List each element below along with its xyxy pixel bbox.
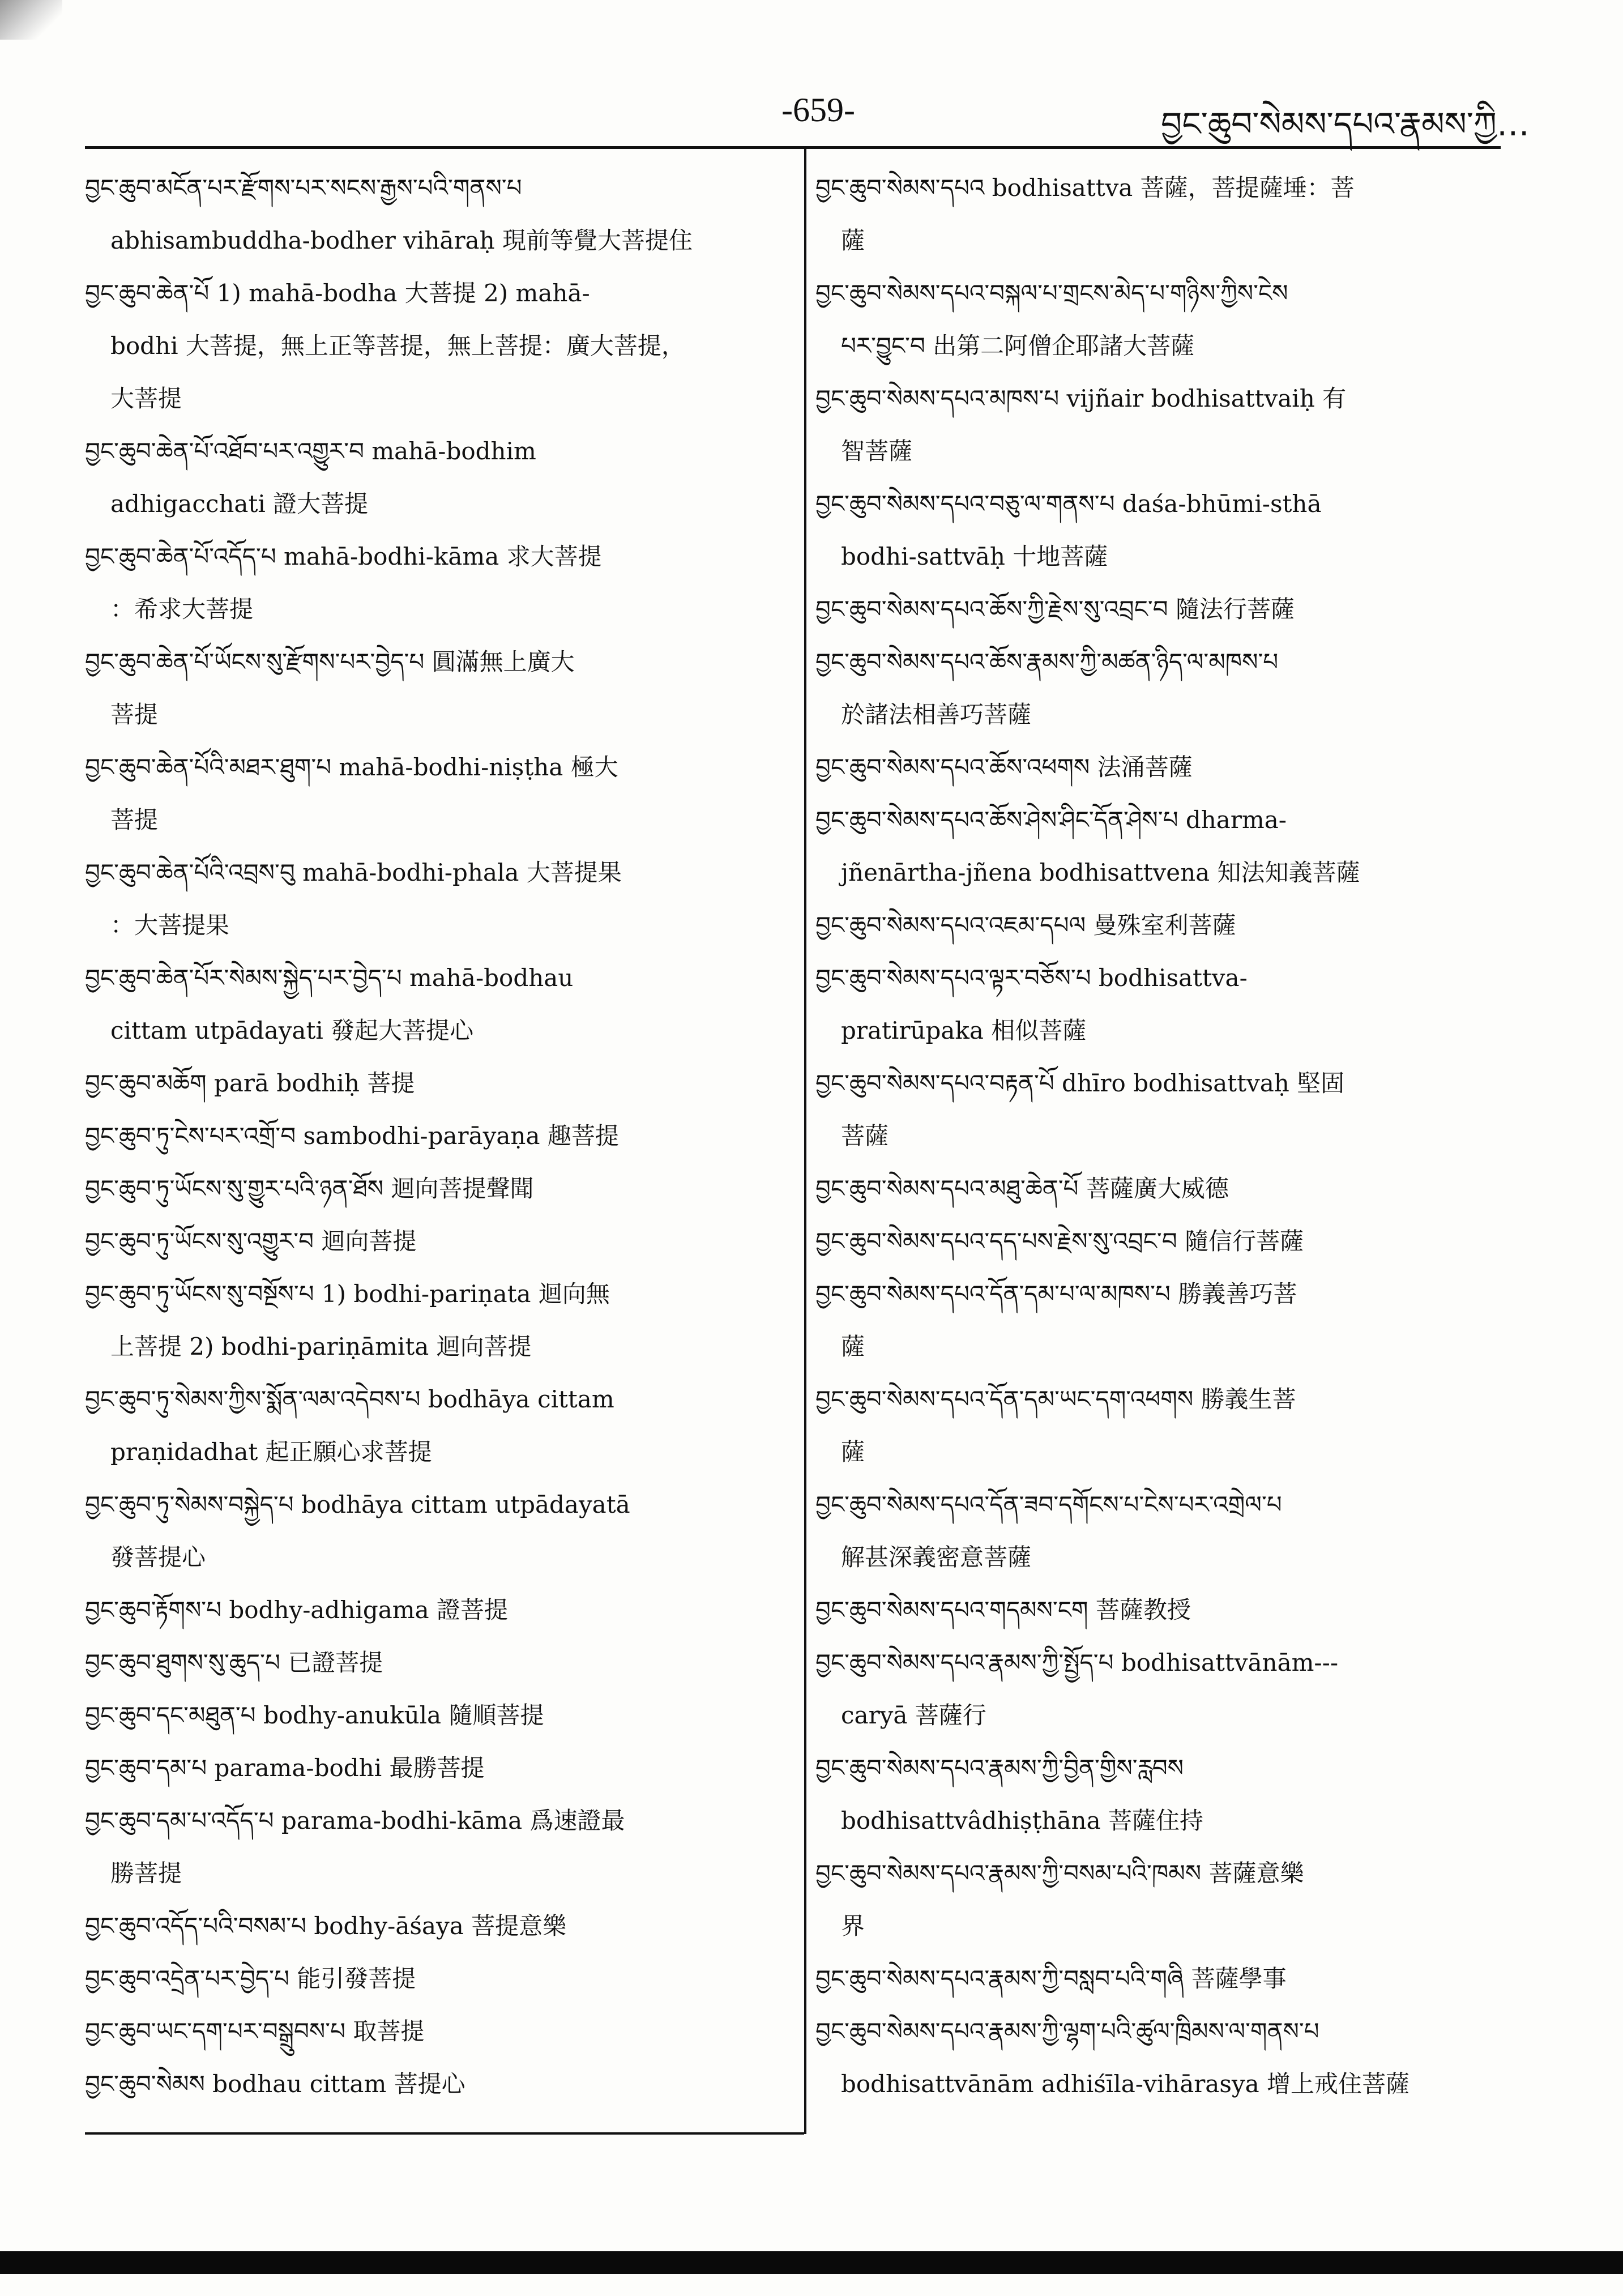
entry-headword-line: བྱང་ཆུབ་སེམས་དཔའ་ལྟར་བཅོས་པ bodhisattva- (815, 964, 1248, 992)
header-rule (85, 146, 1501, 149)
dictionary-entry (85, 425, 793, 530)
entry-continuation-line: ：大菩提果 (110, 911, 230, 939)
right-column (815, 161, 1523, 2110)
dictionary-entry (85, 1952, 793, 2005)
entry-headword-line: བྱང་ཆུབ་སེམས་དཔའ་དོན་ཟབ་དགོངས་པ་ངེས་པར་འགྲེལ་པ (815, 1491, 1282, 1518)
entry-headword-line: བྱང་ཆུབ་ཆེན་པོ་འཐོབ་པར་འགྱུར་བ mahā-bodhim (85, 437, 536, 465)
entry-headword-line: བྱང་ཆུབ་སེམས་དཔའ་དོན་དམ་པ་ལ་མཁས་པ 勝義善巧菩 (815, 1280, 1297, 1308)
entry-headword-line: བྱང་ཆུབ་ཆེན་པོ 1) mahā-bodha 大菩提 2) mahā- (85, 279, 590, 307)
dictionary-entry (815, 1057, 1523, 1162)
dictionary-entry (85, 1478, 793, 1584)
page-number: -659- (781, 91, 855, 129)
dictionary-entry (815, 1373, 1523, 1478)
entry-headword-line: བྱང་ཆུབ་རྟོགས་པ bodhy-adhigama 證菩提 (85, 1596, 508, 1624)
entry-continuation-line: bodhisattvâdhiṣṭhāna 菩薩住持 (841, 1807, 1203, 1834)
entry-headword-line: བྱང་ཆུབ་ཆེན་པོ་ཡོངས་སུ་རྫོགས་པར་བྱེད་པ 圓滿無上廣大 (85, 648, 575, 676)
entry-headword-line: བྱང་ཆུབ་སེམས་དཔའ་རྣམས་ཀྱི་བསམ་པའི་ཁམས 菩薩意樂 (815, 1859, 1304, 1887)
dictionary-entry (85, 1900, 793, 1952)
entry-continuation-line: praṇidadhat 起正願心求菩提 (110, 1438, 432, 1466)
dictionary-entry (85, 1584, 793, 1636)
dictionary-entry (85, 1215, 793, 1268)
dictionary-entry (85, 1742, 793, 1794)
entry-continuation-line: caryā 菩薩行 (841, 1701, 986, 1729)
dictionary-entry (815, 635, 1523, 741)
entry-continuation-line: pratirūpaka 相似菩薩 (841, 1017, 1087, 1044)
entry-headword-line: བྱང་ཆུབ་སེམས་དཔའ་འཇམ་དཔལ 曼殊室利菩薩 (815, 911, 1236, 939)
entry-headword-line: བྱང་ཆུབ་སེམས་དཔའ་རྣམས་ཀྱི་བསླབ་པའི་གཞི 菩薩學事 (815, 1965, 1287, 1992)
dictionary-entry (815, 1268, 1523, 1373)
entry-continuation-line: པར་བྱུང་བ 出第二阿僧企耶諸大菩薩 (841, 332, 1195, 360)
dictionary-entry (85, 1636, 793, 1689)
dictionary-entry (85, 1794, 793, 1900)
dictionary-entry (815, 1952, 1523, 2005)
dictionary-entry (815, 1742, 1523, 1847)
entry-headword-line: བྱང་ཆུབ་ཏུ་ཡོངས་སུ་གྱུར་པའི་ཉན་ཐོས 迴向菩提聲聞 (85, 1175, 534, 1202)
dictionary-entry (815, 1847, 1523, 1952)
entry-headword-line: བྱང་ཆུབ་སེམས་དཔའ་ཆོས་ཤེས་ཤིང་དོན་ཤེས་པ dharma- (815, 806, 1287, 834)
entry-headword-line: བྱང་ཆུབ་འདྲེན་པར་བྱེད་པ 能引發菩提 (85, 1965, 416, 1992)
entry-headword-line: བྱང་ཆུབ་མངོན་པར་རྫོགས་པར་སངས་རྒྱས་པའི་གནས་པ (85, 174, 522, 202)
entry-headword-line: བྱང་ཆུབ་སེམས་དཔའ་གདམས་ངག 菩薩教授 (815, 1596, 1191, 1624)
dictionary-entry (815, 951, 1523, 1057)
entry-continuation-line: bodhisattvānām adhiśīla-vihārasya 增上戒住菩薩 (841, 2070, 1410, 2098)
running-head: བྱང་ཆུབ་སེམས་དཔའ་རྣམས་ཀྱི… (1161, 105, 1530, 143)
entry-continuation-line: 發菩提心 (110, 1543, 206, 1571)
entry-headword-line: བྱང་ཆུབ་སེམས་དཔའ་བསྐལ་པ་གྲངས་མེད་པ་གཉིས་ཀྱིས་ངེས (815, 279, 1288, 307)
dictionary-entry (815, 741, 1523, 793)
entry-headword-line: བྱང་ཆུབ་ཏུ་ཡོངས་སུ་བསྔོས་པ 1) bodhi-pariṇata 迴向無 (85, 1280, 610, 1308)
dictionary-entry (815, 477, 1523, 583)
entry-continuation-line: 智菩薩 (841, 437, 913, 465)
entry-continuation-line: 薩 (841, 1333, 865, 1360)
left-column (85, 161, 793, 2110)
entry-continuation-line: 解甚深義密意菩薩 (841, 1543, 1032, 1571)
dictionary-entry (85, 2005, 793, 2058)
dictionary-entry (815, 372, 1523, 477)
entry-continuation-line: 於諸法相善巧菩薩 (841, 701, 1032, 728)
entry-headword-line: བྱང་ཆུབ་སེམས་དཔའ་རྣམས་ཀྱི་ལྷག་པའི་ཚུལ་ཁྲིམས་ལ་གནས་པ (815, 2017, 1319, 2045)
dictionary-entry (85, 530, 793, 635)
entry-headword-line: བྱང་ཆུབ་སེམས bodhau cittam 菩提心 (85, 2070, 465, 2098)
entry-headword-line: བྱང་ཆུབ་སེམས་དཔའ་དད་པས་རྗེས་སུ་འབྲང་བ 隨信行菩薩 (815, 1227, 1304, 1255)
dictionary-entry (85, 1109, 793, 1162)
dictionary-entry (815, 899, 1523, 951)
dictionary-entry (85, 267, 793, 425)
scan-artifact-corner (0, 0, 62, 40)
entry-headword-line: བྱང་ཆུབ་ཏུ་སེམས་བསྐྱེད་པ bodhāya cittam utpādayatā (85, 1491, 630, 1518)
entry-continuation-line: 菩提 (110, 701, 159, 728)
entry-continuation-line: ：希求大菩提 (110, 595, 254, 623)
dictionary-entry (815, 583, 1523, 635)
dictionary-entry (85, 951, 793, 1057)
dictionary-entry (85, 1162, 793, 1215)
dictionary-entry (85, 846, 793, 951)
entry-headword-line: བྱང་ཆུབ་ཏུ་སེམས་ཀྱིས་སྨོན་ལམ་འདེབས་པ bodhāya cittam (85, 1385, 614, 1413)
entry-headword-line: བྱང་ཆུབ་སེམས་དཔའ bodhisattva 菩薩，菩提薩埵：菩 (815, 174, 1355, 202)
entry-continuation-line: 上菩提 2) bodhi-pariṇāmita 迴向菩提 (110, 1333, 532, 1360)
entry-headword-line: བྱང་ཆུབ་ཆེན་པོའི་འབྲས་བུ mahā-bodhi-phala 大菩提果 (85, 859, 622, 886)
dictionary-entry (85, 2058, 793, 2110)
dictionary-entry (85, 1373, 793, 1478)
dictionary-entry (815, 1215, 1523, 1268)
entry-continuation-line: 薩 (841, 227, 865, 254)
entry-continuation-line: abhisambuddha-bodher vihāraḥ 現前等覺大菩提住 (110, 227, 693, 254)
entry-headword-line: བྱང་ཆུབ་སེམས་དཔའ་བཅུ་ལ་གནས་པ daśa-bhūmi-sthā (815, 490, 1322, 518)
dictionary-entry (815, 2005, 1523, 2110)
dictionary-entry (815, 1584, 1523, 1636)
entry-headword-line: བྱང་ཆུབ་དམ་པ parama-bodhi 最勝菩提 (85, 1754, 485, 1782)
entry-headword-line: བྱང་ཆུབ་སེམས་དཔའ་མཐུ་ཆེན་པོ 菩薩廣大威德 (815, 1175, 1229, 1202)
entry-headword-line: བྱང་ཆུབ་ཡང་དག་པར་བསྒྲུབས་པ 取菩提 (85, 2017, 425, 2045)
entry-continuation-line: 薩 (841, 1438, 865, 1466)
footer-rule (85, 2132, 804, 2135)
entry-continuation-line: 菩薩 (841, 1122, 889, 1150)
entry-continuation-line: bodhi 大菩提，無上正等菩提，無上菩提：廣大菩提， (110, 332, 685, 360)
dictionary-entry (85, 1057, 793, 1109)
entry-headword-line: བྱང་ཆུབ་ཆེན་པོའི་མཐར་ཐུག་པ mahā-bodhi-niṣṭha 極大 (85, 753, 618, 781)
dictionary-entry (815, 161, 1523, 267)
page-header (85, 79, 1530, 147)
entry-headword-line: བྱང་ཆུབ་ཆེན་པོར་སེམས་སྐྱེད་པར་བྱེད་པ mahā-bodhau (85, 964, 574, 992)
entry-headword-line: བྱང་ཆུབ་དམ་པ་འདོད་པ parama-bodhi-kāma 爲速證最 (85, 1807, 625, 1834)
scan-artifact-band (0, 2251, 1623, 2274)
entry-continuation-line: 大菩提 (110, 385, 182, 412)
entry-headword-line: བྱང་ཆུབ་སེམས་དཔའ་བརྟན་པོ dhīro bodhisattvaḥ 堅固 (815, 1069, 1345, 1097)
entry-headword-line: བྱང་ཆུབ་མཆོག parā bodhiḥ 菩提 (85, 1069, 415, 1097)
entry-continuation-line: 菩提 (110, 806, 159, 834)
dictionary-entry (85, 635, 793, 741)
entry-continuation-line: cittam utpādayati 發起大菩提心 (110, 1017, 474, 1044)
entry-headword-line: བྱང་ཆུབ་ཏུ་ཡོངས་སུ་འགྱུར་བ 迴向菩提 (85, 1227, 417, 1255)
dictionary-entry (85, 741, 793, 846)
entry-headword-line: བྱང་ཆུབ་སེམས་དཔའ་ཆོས་རྣམས་ཀྱི་མཚན་ཉིད་ལ་མཁས་པ (815, 648, 1279, 676)
entry-headword-line: བྱང་ཆུབ་སེམས་དཔའ་ཆོས་ཀྱི་རྗེས་སུ་འབྲང་བ 隨法行菩薩 (815, 595, 1295, 623)
entry-headword-line: བྱང་ཆུབ་སེམས་དཔའ་དོན་དམ་ཡང་དག་འཕགས 勝義生菩 (815, 1385, 1296, 1413)
dictionary-entry (815, 267, 1523, 372)
dictionary-entry (815, 1636, 1523, 1742)
dictionary-entry (815, 1162, 1523, 1215)
entry-headword-line: བྱང་ཆུབ་སེམས་དཔའ་རྣམས་ཀྱི་བྱིན་གྱིས་རླབས (815, 1754, 1184, 1782)
entry-headword-line: བྱང་ཆུབ་དང་མཐུན་པ bodhy-anukūla 隨順菩提 (85, 1701, 544, 1729)
entry-headword-line: བྱང་ཆུབ་ཏུ་ངེས་པར་འགྲོ་བ sambodhi-parāyaṇa 趣菩提 (85, 1122, 619, 1150)
entry-continuation-line: bodhi-sattvāḥ 十地菩薩 (841, 543, 1108, 570)
entry-continuation-line: jñenārtha-jñena bodhisattvena 知法知義菩薩 (841, 859, 1360, 886)
entry-continuation-line: adhigacchati 證大菩提 (110, 490, 369, 518)
entry-headword-line: བྱང་ཆུབ་ཐུགས་སུ་ཆུད་པ 已證菩提 (85, 1649, 383, 1676)
entry-continuation-line: 勝菩提 (110, 1859, 182, 1887)
dictionary-entry (85, 1689, 793, 1742)
dictionary-entry (815, 1478, 1523, 1584)
dictionary-entry (85, 1268, 793, 1373)
column-divider (804, 148, 806, 2134)
entry-headword-line: བྱང་ཆུབ་འདོད་པའི་བསམ་པ bodhy-āśaya 菩提意樂 (85, 1912, 567, 1940)
entry-headword-line: བྱང་ཆུབ་སེམས་དཔའ་མཁས་པ vijñair bodhisattvaiḥ 有 (815, 385, 1347, 412)
entry-headword-line: བྱང་ཆུབ་སེམས་དཔའ་རྣམས་ཀྱི་སྤྱོད་པ bodhisattvānām--- (815, 1649, 1339, 1676)
entry-headword-line: བྱང་ཆུབ་ཆེན་པོ་འདོད་པ mahā-bodhi-kāma 求大菩提 (85, 543, 602, 570)
entry-headword-line: བྱང་ཆུབ་སེམས་དཔའ་ཆོས་འཕགས 法涌菩薩 (815, 753, 1193, 781)
dictionary-entry (85, 161, 793, 267)
dictionary-entry (815, 793, 1523, 899)
entry-continuation-line: 界 (841, 1912, 865, 1940)
